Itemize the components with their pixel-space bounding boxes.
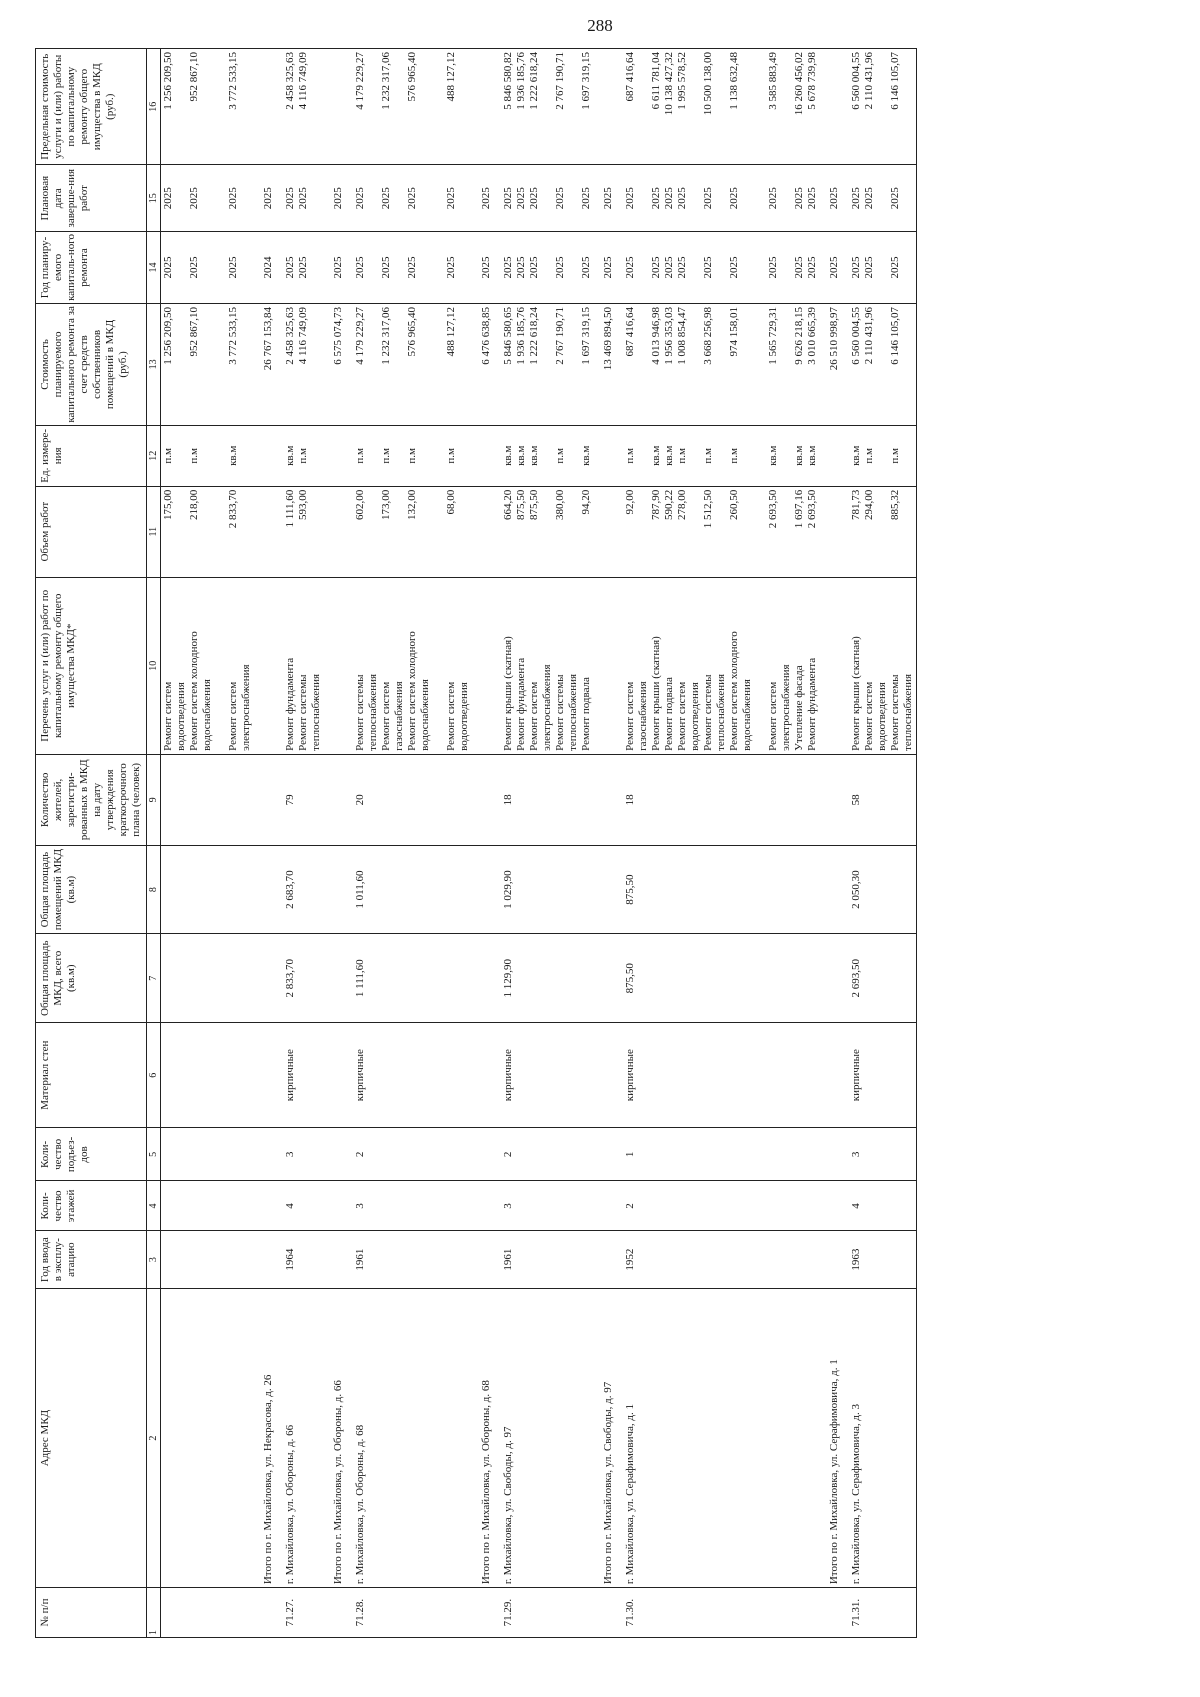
cell-walls: кирпичные	[842, 1023, 917, 1128]
cell-num: 71.28.	[346, 1588, 472, 1638]
cell-cost: 4 179 229,27 1 232 317,06 576 965,40 488 127,12	[346, 303, 472, 425]
cell-res: 20	[346, 754, 472, 845]
cell-works	[324, 577, 346, 754]
cell-unit	[324, 425, 346, 486]
cell-num	[820, 1588, 842, 1638]
column-header: Год ввода в эксплу-атацию	[36, 1231, 147, 1289]
cell-unit	[820, 425, 842, 486]
cell-entr: 3	[276, 1128, 324, 1181]
column-header: Материал стен	[36, 1023, 147, 1128]
cell-tot	[594, 49, 616, 165]
cell-tot: 2 458 325,63 4 116 749,09	[276, 49, 324, 165]
cell-entr: 2	[494, 1128, 594, 1181]
cell-floors: 3	[494, 1181, 594, 1231]
cell-res: 58	[842, 754, 917, 845]
cell-parea	[161, 845, 255, 934]
cell-year: 1963	[842, 1231, 917, 1289]
cell-area: 875,50	[616, 934, 820, 1023]
cell-num	[472, 1588, 494, 1638]
cell-works: Ремонт крыши (скатная) Ремонт фундамента Ремонт систем электроснабжения Ремонт системы теплоснабжения Ремонт подвала	[494, 577, 594, 754]
cell-res	[472, 754, 494, 845]
cell-yr: 2025 2025	[276, 231, 324, 303]
cell-works: Ремонт крыши (скатная) Ремонт систем водоотведения Ремонт системы теплоснабжения	[842, 577, 917, 754]
cell-walls	[820, 1023, 842, 1128]
column-header: Плановая дата заверше-ния работ	[36, 165, 147, 231]
capital-repair-table	[35, 48, 917, 1638]
cell-area	[472, 934, 494, 1023]
cell-unit: п.м кв.м кв.м п.м п.м п.м кв.м кв.м кв.м	[616, 425, 820, 486]
cell-end: 2025	[472, 165, 494, 231]
column-header: Предельная стоимость услуги и (или) работы по капитальному ремонту общего имущества в МКД (руб.)	[36, 49, 147, 165]
cell-walls	[324, 1023, 346, 1128]
cell-unit	[472, 425, 494, 486]
cell-year	[820, 1231, 842, 1289]
cell-entr: 3	[842, 1128, 917, 1181]
table-row	[842, 49, 917, 1638]
cell-year: 1964	[276, 1231, 324, 1289]
cell-tot: 1 256 209,50 952 867,10 3 772 533,15	[161, 49, 255, 165]
table-row	[161, 49, 255, 1638]
cell-tot	[254, 49, 276, 165]
cell-parea	[594, 845, 616, 934]
cell-year	[254, 1231, 276, 1289]
cell-end: 2025 2025 2025	[161, 165, 255, 231]
cell-walls: кирпичные	[494, 1023, 594, 1128]
cell-vol	[254, 486, 276, 577]
column-header: Ед. измере-ния	[36, 425, 147, 486]
total-row	[254, 49, 276, 1638]
cell-walls	[254, 1023, 276, 1128]
cell-addr: г. Михайловка, ул. Серафимовича, д. 1	[616, 1288, 820, 1587]
cell-addr	[161, 1288, 255, 1587]
cell-end: 2025 2025 2025 2025 2025	[494, 165, 594, 231]
cell-res: 18	[494, 754, 594, 845]
cell-year	[472, 1231, 494, 1289]
cell-floors: 4	[276, 1181, 324, 1231]
cell-end: 2025	[254, 165, 276, 231]
cell-works: Ремонт систем газоснабжения Ремонт крыши (скатная) Ремонт подвала Ремонт систем водоотведения Ремонт системы теплоснабжения Ремонт систем холодного водоснабжения Ремонт систем электроснабжения Утепление фасада Ремонт фундамента	[616, 577, 820, 754]
cell-floors	[161, 1181, 255, 1231]
cell-unit: кв.м кв.м кв.м п.м кв.м	[494, 425, 594, 486]
cell-parea: 2 050,30	[842, 845, 917, 934]
column-number: 13	[147, 303, 161, 425]
cell-floors	[472, 1181, 494, 1231]
table-row	[276, 49, 324, 1638]
column-header: Стоимость планируемого капитального ремонта за счет средств собственников помещений в МКД (руб.)	[36, 303, 147, 425]
cell-works	[472, 577, 494, 754]
cell-tot: 687 416,64 6 611 781,04 10 138 427,32 1 995 578,52 10 500 138,00 1 138 632,48 3 585 883,49 16 260 456,02 5 678 739,98	[616, 49, 820, 165]
column-number: 12	[147, 425, 161, 486]
cell-tot: 5 846 580,82 1 936 185,76 1 222 618,24 2 767 190,71 1 697 319,15	[494, 49, 594, 165]
cell-end: 2025	[324, 165, 346, 231]
cell-addr: г. Михайловка, ул. Свободы, д. 97	[494, 1288, 594, 1587]
cell-yr: 2025 2025 2025 2025 2025 2025 2025 2025 2025	[616, 231, 820, 303]
cell-unit: кв.м п.м	[276, 425, 324, 486]
cell-addr: Итого по г. Михайловка, ул. Обороны, д. 66	[324, 1288, 346, 1587]
cell-entr	[324, 1128, 346, 1181]
total-row	[324, 49, 346, 1638]
cell-cost: 2 458 325,63 4 116 749,09	[276, 303, 324, 425]
cell-works	[254, 577, 276, 754]
cell-end: 2025 2025 2025	[842, 165, 917, 231]
column-number: 5	[147, 1128, 161, 1181]
cell-area	[254, 934, 276, 1023]
cell-floors	[594, 1181, 616, 1231]
cell-cost: 26 767 153,84	[254, 303, 276, 425]
table-row	[346, 49, 472, 1638]
column-header: Объем работ	[36, 486, 147, 577]
column-header: Год планиру-емого капиталь-ного ремонта	[36, 231, 147, 303]
cell-floors	[324, 1181, 346, 1231]
cell-res	[820, 754, 842, 845]
column-header: № п/п	[36, 1588, 147, 1638]
cell-yr: 2025 2025 2025	[842, 231, 917, 303]
cell-res: 18	[616, 754, 820, 845]
cell-area	[820, 934, 842, 1023]
cell-area: 1 129,90	[494, 934, 594, 1023]
column-header: Коли-чество подъез-дов	[36, 1128, 147, 1181]
cell-area	[594, 934, 616, 1023]
cell-cost: 1 256 209,50 952 867,10 3 772 533,15	[161, 303, 255, 425]
cell-vol: 175,00 218,00 2 833,70	[161, 486, 255, 577]
column-header: Перечень услуг и (или) работ по капитальному ремонту общего имущества МКД*	[36, 577, 147, 754]
page-number: 288	[587, 16, 613, 35]
cell-end: 2025 2025	[276, 165, 324, 231]
cell-yr: 2025 2025 2025 2025	[346, 231, 472, 303]
cell-addr: Итого по г. Михайловка, ул. Некрасова, д. 26	[254, 1288, 276, 1587]
cell-parea: 2 683,70	[276, 845, 324, 934]
cell-works: Ремонт систем водоотведения Ремонт систем холодного водоснабжения Ремонт систем электроснабжения	[161, 577, 255, 754]
cell-unit	[254, 425, 276, 486]
cell-num	[161, 1588, 255, 1638]
total-row	[472, 49, 494, 1638]
total-row	[594, 49, 616, 1638]
cell-parea	[324, 845, 346, 934]
cell-unit: п.м п.м п.м п.м	[346, 425, 472, 486]
column-number: 6	[147, 1023, 161, 1128]
cell-year: 1961	[494, 1231, 594, 1289]
cell-vol: 664,20 875,50 875,50 380,00 94,20	[494, 486, 594, 577]
cell-vol	[820, 486, 842, 577]
cell-yr: 2024	[254, 231, 276, 303]
cell-tot: 6 560 004,55 2 110 431,96 6 146 105,07	[842, 49, 917, 165]
cell-tot	[472, 49, 494, 165]
cell-num: 71.31.	[842, 1588, 917, 1638]
column-number: 10	[147, 577, 161, 754]
cell-walls: кирпичные	[346, 1023, 472, 1128]
cell-end: 2025	[820, 165, 842, 231]
cell-cost: 5 846 580,65 1 936 185,76 1 222 618,24 2 767 190,71 1 697 319,15	[494, 303, 594, 425]
cell-tot	[324, 49, 346, 165]
column-number: 3	[147, 1231, 161, 1289]
cell-cost: 6 575 074,73	[324, 303, 346, 425]
cell-parea	[254, 845, 276, 934]
cell-addr: Итого по г. Михайловка, ул. Свободы, д. 97	[594, 1288, 616, 1587]
cell-area: 2 693,50	[842, 934, 917, 1023]
cell-walls: кирпичные	[616, 1023, 820, 1128]
cell-num	[324, 1588, 346, 1638]
cell-res	[161, 754, 255, 845]
cell-parea	[472, 845, 494, 934]
cell-entr: 1	[616, 1128, 820, 1181]
cell-vol: 781,73 294,00 885,32	[842, 486, 917, 577]
cell-area: 1 111,60	[346, 934, 472, 1023]
column-number: 9	[147, 754, 161, 845]
cell-parea: 1 011,60	[346, 845, 472, 934]
column-number: 16	[147, 49, 161, 165]
cell-yr: 2025 2025 2025 2025 2025	[494, 231, 594, 303]
cell-res: 79	[276, 754, 324, 845]
cell-num: 71.29.	[494, 1588, 594, 1638]
cell-vol: 1 111,60 593,00	[276, 486, 324, 577]
cell-num: 71.30.	[616, 1588, 820, 1638]
column-number: 15	[147, 165, 161, 231]
cell-works: Ремонт системы теплоснабжения Ремонт систем газоснабжения Ремонт систем холодного водоснабжения Ремонт систем водоотведения	[346, 577, 472, 754]
cell-walls	[161, 1023, 255, 1128]
cell-year	[594, 1231, 616, 1289]
cell-tot	[820, 49, 842, 165]
cell-entr	[594, 1128, 616, 1181]
cell-entr	[820, 1128, 842, 1181]
cell-cost: 26 510 998,97	[820, 303, 842, 425]
header-row	[36, 49, 147, 1638]
cell-end: 2025 2025 2025 2025 2025 2025 2025 2025 2025	[616, 165, 820, 231]
cell-parea: 1 029,90	[494, 845, 594, 934]
cell-unit: п.м п.м кв.м	[161, 425, 255, 486]
cell-parea	[820, 845, 842, 934]
cell-walls: кирпичные	[276, 1023, 324, 1128]
cell-res	[594, 754, 616, 845]
cell-floors: 4	[842, 1181, 917, 1231]
cell-parea: 875,50	[616, 845, 820, 934]
column-number: 14	[147, 231, 161, 303]
rotated-sheet	[35, 48, 1200, 1638]
column-header: Количество жителей, зарегистри-рованных в МКД на дату утверждения краткосрочного плана (человек)	[36, 754, 147, 845]
cell-vol	[594, 486, 616, 577]
cell-cost: 687 416,64 4 013 946,98 1 956 353,03 1 008 854,47 3 668 256,98 974 158,01 1 565 729,31 9 626 218,15 3 010 665,39	[616, 303, 820, 425]
cell-entr	[472, 1128, 494, 1181]
cell-area	[161, 934, 255, 1023]
cell-vol	[472, 486, 494, 577]
cell-works: Ремонт фундамента Ремонт системы теплоснабжения	[276, 577, 324, 754]
cell-cost: 6 560 004,55 2 110 431,96 6 146 105,07	[842, 303, 917, 425]
cell-vol: 602,00 173,00 132,00 68,00	[346, 486, 472, 577]
cell-cost: 13 469 894,50	[594, 303, 616, 425]
column-header: Адрес МКД	[36, 1288, 147, 1587]
cell-addr: Итого по г. Михайловка, ул. Серафимовича, д. 1	[820, 1288, 842, 1587]
cell-entr: 2	[346, 1128, 472, 1181]
table-body	[161, 49, 917, 1638]
cell-entr	[254, 1128, 276, 1181]
cell-res	[254, 754, 276, 845]
cell-walls	[594, 1023, 616, 1128]
cell-works	[820, 577, 842, 754]
cell-addr: г. Михайловка, ул. Серафимовича, д. 3	[842, 1288, 917, 1587]
cell-walls	[472, 1023, 494, 1128]
cell-entr	[161, 1128, 255, 1181]
cell-area: 2 833,70	[276, 934, 324, 1023]
column-number: 2	[147, 1288, 161, 1587]
cell-yr: 2025	[594, 231, 616, 303]
cell-num: 71.27.	[276, 1588, 324, 1638]
cell-year	[324, 1231, 346, 1289]
cell-cost: 6 476 638,85	[472, 303, 494, 425]
column-number: 7	[147, 934, 161, 1023]
cell-floors	[820, 1181, 842, 1231]
column-number: 11	[147, 486, 161, 577]
cell-yr: 2025	[472, 231, 494, 303]
cell-floors: 3	[346, 1181, 472, 1231]
cell-year: 1952	[616, 1231, 820, 1289]
cell-res	[324, 754, 346, 845]
column-number: 4	[147, 1181, 161, 1231]
cell-area	[324, 934, 346, 1023]
column-header: Общая площадь МКД, всего (кв.м)	[36, 934, 147, 1023]
cell-end: 2025	[594, 165, 616, 231]
column-header: Коли-чество этажей	[36, 1181, 147, 1231]
cell-works	[594, 577, 616, 754]
column-header: Общая площадь помещений МКД (кв.м)	[36, 845, 147, 934]
cell-floors: 2	[616, 1181, 820, 1231]
cell-year	[161, 1231, 255, 1289]
cell-num	[594, 1588, 616, 1638]
cell-addr: г. Михайловка, ул. Обороны, д. 66	[276, 1288, 324, 1587]
cell-vol	[324, 486, 346, 577]
cell-addr: Итого по г. Михайловка, ул. Обороны, д. 68	[472, 1288, 494, 1587]
table-row	[494, 49, 594, 1638]
cell-yr: 2025 2025 2025	[161, 231, 255, 303]
total-row	[820, 49, 842, 1638]
cell-unit	[594, 425, 616, 486]
column-number: 1	[147, 1588, 161, 1638]
cell-end: 2025 2025 2025 2025	[346, 165, 472, 231]
cell-yr: 2025	[324, 231, 346, 303]
cell-num	[254, 1588, 276, 1638]
cell-tot: 4 179 229,27 1 232 317,06 576 965,40 488 127,12	[346, 49, 472, 165]
cell-floors	[254, 1181, 276, 1231]
cell-addr: г. Михайловка, ул. Обороны, д. 68	[346, 1288, 472, 1587]
cell-year: 1961	[346, 1231, 472, 1289]
table-row	[616, 49, 820, 1638]
column-number-row	[147, 49, 161, 1638]
cell-vol: 92,00 787,90 590,22 278,00 1 512,50 260,50 2 693,50 1 697,16 2 693,50	[616, 486, 820, 577]
cell-yr: 2025	[820, 231, 842, 303]
column-number: 8	[147, 845, 161, 934]
cell-unit: кв.м п.м п.м	[842, 425, 917, 486]
